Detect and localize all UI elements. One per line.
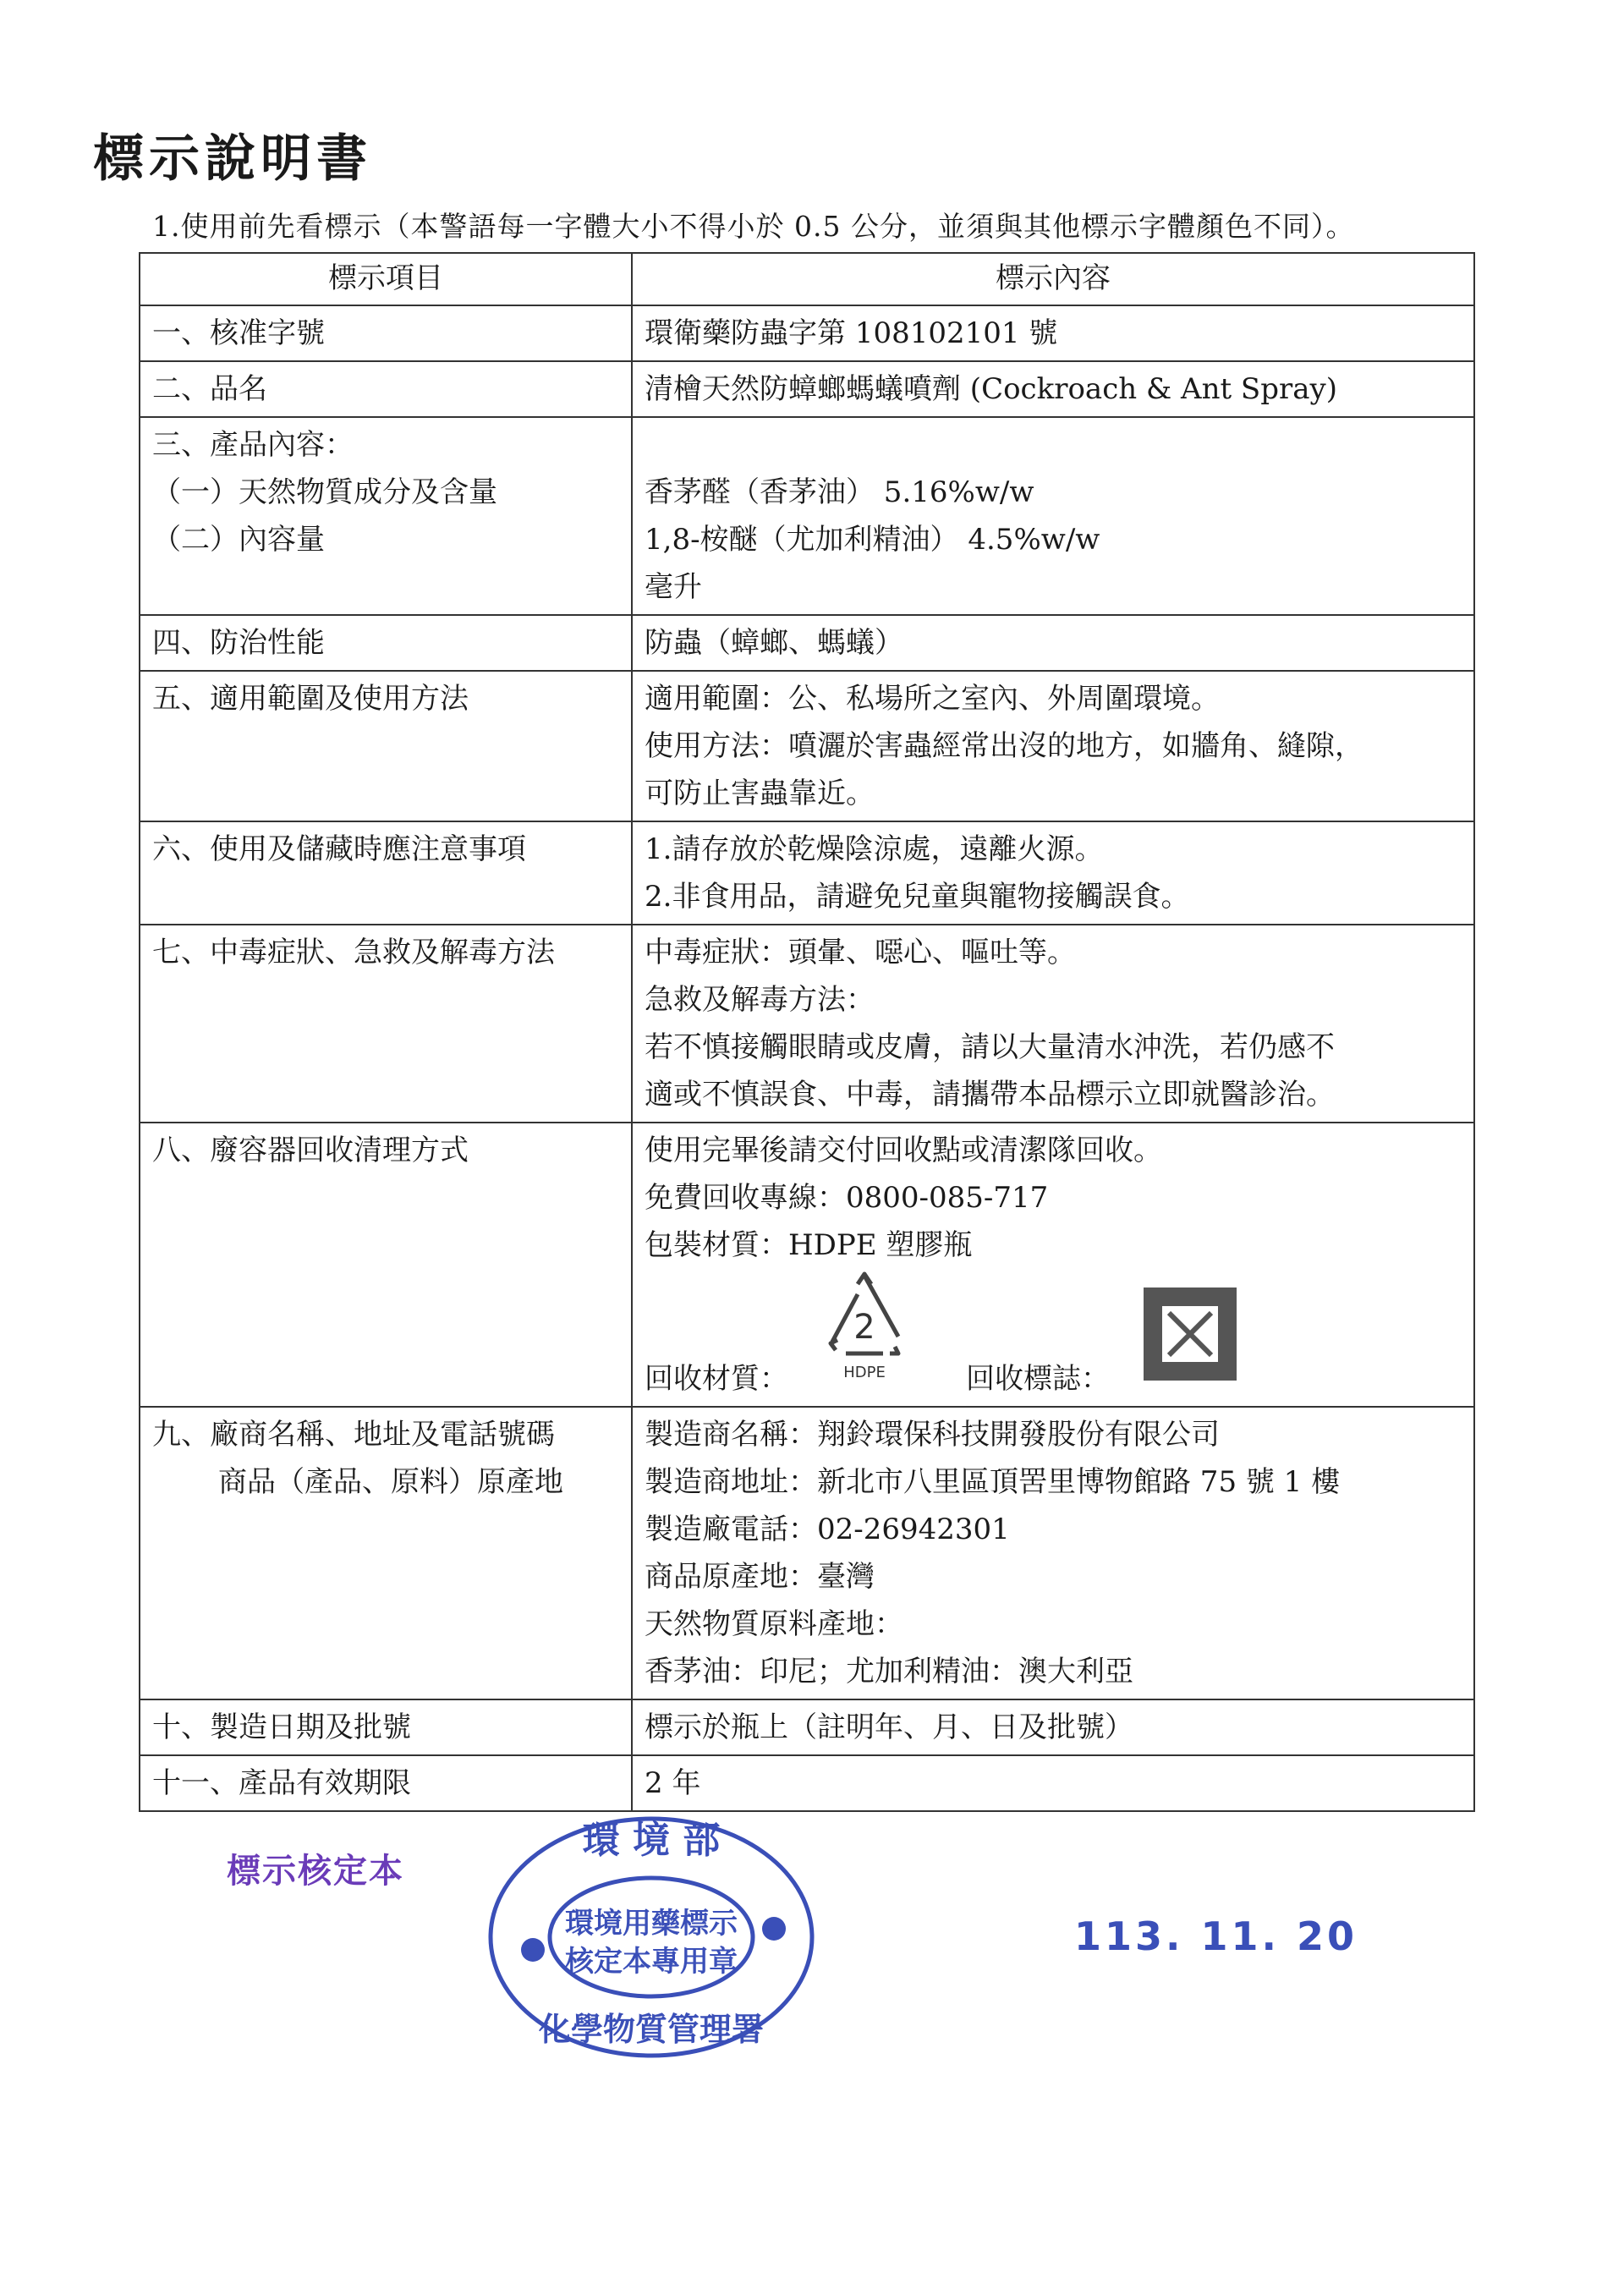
row-content: 香茅醛（香茅油） 5.16%w/w 1,8-桉醚（尤加利精油） 4.5%w/w 毫升 xyxy=(632,417,1474,615)
warning-statement: 1.使用前先看標示（本警語每一字體大小不得小於 0.5 公分，並須與其他標示字體顏色不同）。 xyxy=(152,210,1355,243)
table-row xyxy=(140,1755,1474,1811)
table-row xyxy=(140,671,1474,821)
table-row xyxy=(140,925,1474,1123)
table-row xyxy=(140,305,1474,361)
row-item: 九、廠商名稱、地址及電話號碼 商品（產品、原料）原產地 xyxy=(140,1407,632,1699)
row-item: 一、核准字號 xyxy=(140,305,632,361)
row-item: 二、品名 xyxy=(140,361,632,417)
row-content: 防蟲（蟑螂、螞蟻） xyxy=(632,615,1474,671)
table-row xyxy=(140,1407,1474,1699)
row-content: 2 年 xyxy=(632,1755,1474,1811)
table-row xyxy=(140,361,1474,417)
approval-date: 113. 11. 20 xyxy=(1074,1913,1358,1959)
row-content: 中毒症狀：頭暈、噁心、嘔吐等。 急救及解毒方法： 若不慎接觸眼睛或皮膚，請以大量清水沖洗，若仍感不 適或不慎誤食、中毒，請攜帶本品標示立即就醫診治。 xyxy=(632,925,1474,1123)
stamp-top-text: 環 境 部 xyxy=(582,1819,721,1862)
recycle-symbols xyxy=(645,1269,1462,1403)
row-item: 三、產品內容： （一）天然物質成分及含量 （二）內容量 xyxy=(140,417,632,615)
table-row xyxy=(140,417,1474,615)
official-stamp xyxy=(482,1810,820,2064)
hdpe-text: HDPE xyxy=(843,1364,886,1381)
row-content: 適用範圍：公、私場所之室內、外周圍環境。 使用方法：噴灑於害蟲經常出沒的地方，如牆角、縫隙， 可防止害蟲靠近。 xyxy=(632,671,1474,821)
row-item: 十、製造日期及批號 xyxy=(140,1699,632,1755)
recycle-material-label: 回收材質： xyxy=(645,1362,788,1396)
page-title: 標示說明書 xyxy=(93,129,372,189)
row-content: 清檜天然防蟑螂螞蟻噴劑 (Cockroach & Ant Spray) xyxy=(632,361,1474,417)
row-item: 八、廢容器回收清理方式 xyxy=(140,1123,632,1407)
row-content: 使用完畢後請交付回收點或清潔隊回收。 免費回收專線：0800-085-717 包裝材質：HDPE 塑膠瓶 回收材質： 2 HDPE 回收標誌： xyxy=(632,1123,1474,1407)
header-content: 標示內容 xyxy=(632,253,1474,305)
stamp-bottom-text: 化學物質管理署 xyxy=(538,2010,765,2048)
row-item: 五、適用範圍及使用方法 xyxy=(140,671,632,821)
stamp-line2: 核定本專用章 xyxy=(565,1945,738,1979)
row-item: 四、防治性能 xyxy=(140,615,632,671)
table-row xyxy=(140,1699,1474,1755)
row-content: 製造商名稱：翔鈴環保科技開發股份有限公司 製造商地址：新北市八里區頂罟里博物館路 75 號 1 樓 製造廠電話：02-26942301 商品原產地：臺灣 天然物質原料產地： 香茅油：印尼；尤加利精油：澳大利亞 xyxy=(632,1407,1474,1699)
label-table xyxy=(139,252,1475,1812)
stamp-line1: 環境用藥標示 xyxy=(565,1907,738,1941)
table-row xyxy=(140,615,1474,671)
stamp-emblem-left-icon xyxy=(521,1938,545,1962)
table-row xyxy=(140,1123,1474,1407)
taiwan-recycle-mark-icon xyxy=(1135,1279,1245,1389)
row-content: 1.請存放於乾燥陰涼處，遠離火源。 2.非食用品，請避免兒童與寵物接觸誤食。 xyxy=(632,821,1474,925)
recycle-mark-label: 回收標誌： xyxy=(966,1362,1110,1396)
hdpe-recycle-icon xyxy=(814,1269,915,1387)
row-content: 標示於瓶上（註明年、月、日及批號） xyxy=(632,1699,1474,1755)
hdpe-number: 2 xyxy=(853,1308,875,1347)
row-item: 十一、產品有效期限 xyxy=(140,1755,632,1811)
stamp-emblem-right-icon xyxy=(762,1917,786,1941)
header-item: 標示項目 xyxy=(140,253,632,305)
table-header-row xyxy=(140,253,1474,305)
approved-copy-label: 標示核定本 xyxy=(227,1852,404,1891)
row-content: 環衛藥防蟲字第 108102101 號 xyxy=(632,305,1474,361)
row-item: 七、中毒症狀、急救及解毒方法 xyxy=(140,925,632,1123)
table-row xyxy=(140,821,1474,925)
row-item: 六、使用及儲藏時應注意事項 xyxy=(140,821,632,925)
